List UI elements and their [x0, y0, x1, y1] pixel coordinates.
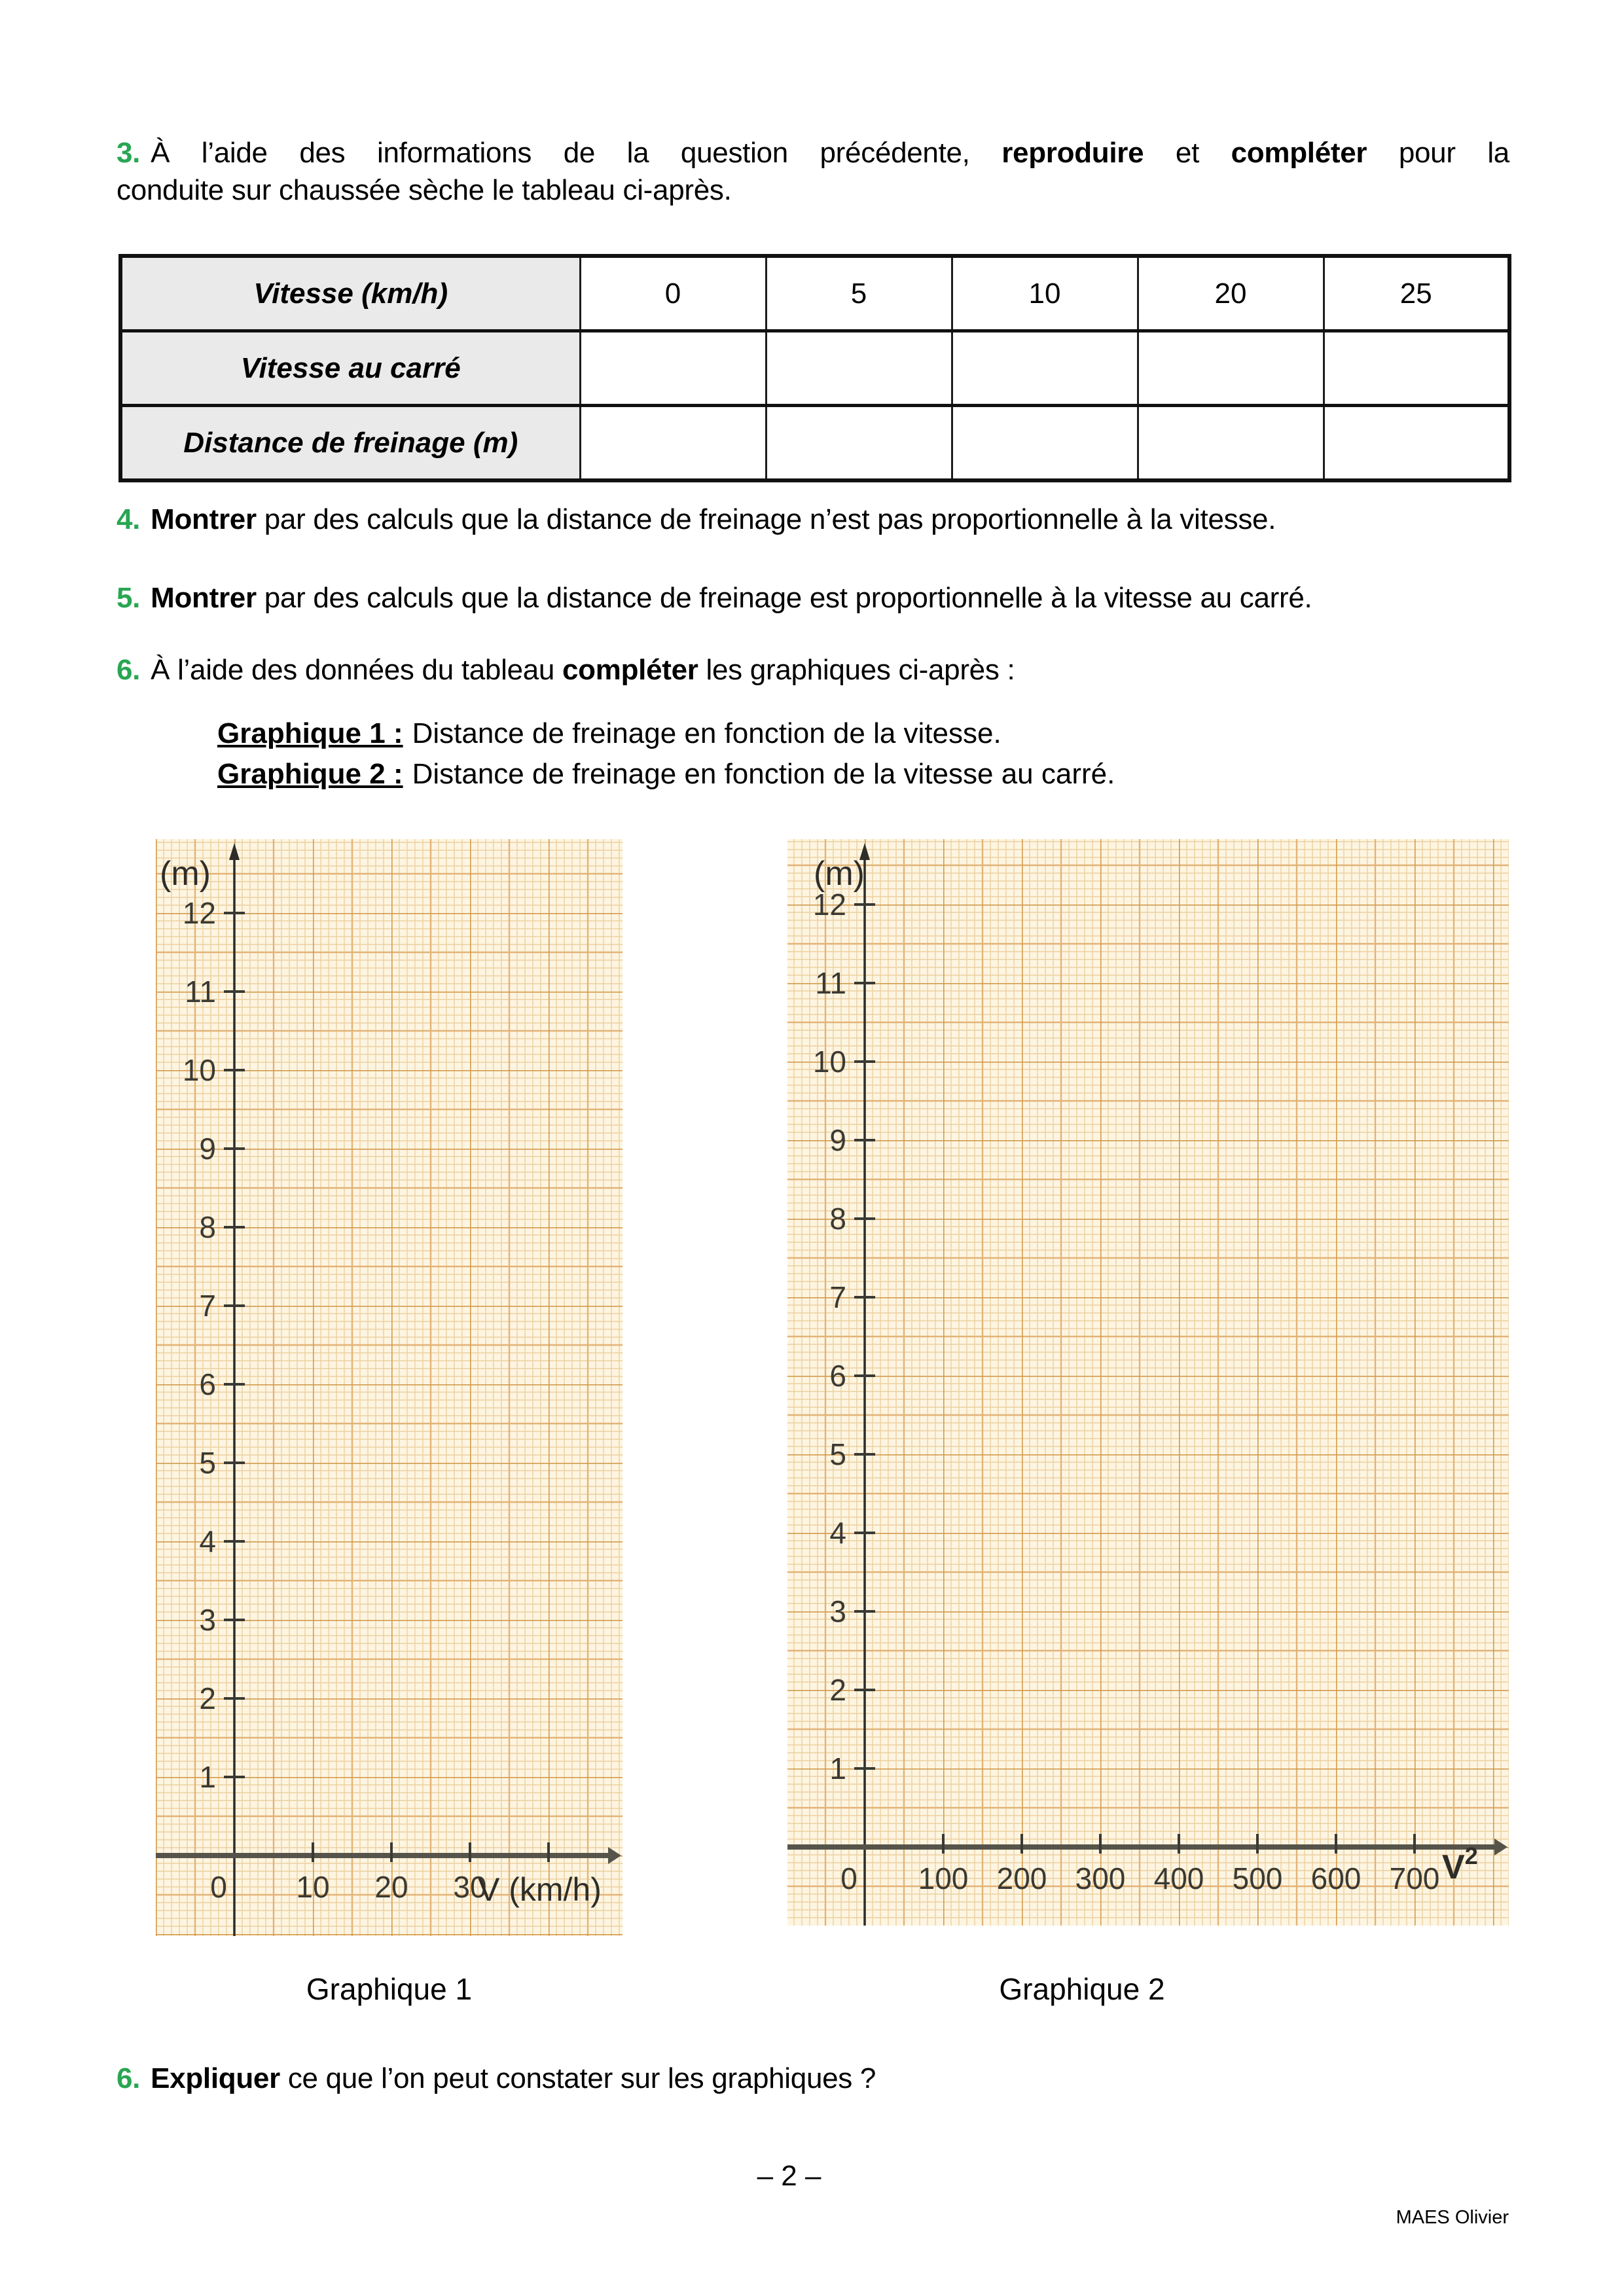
question-6-bottom-text: Expliquer ce que l’on peut constater sur les graphiques ? — [151, 2062, 876, 2094]
svg-text:11: 11 — [815, 966, 846, 1000]
svg-text:12: 12 — [182, 896, 216, 930]
svg-text:V2: $V^2$ — [1442, 1842, 1478, 1886]
table-row-braking-distance — [120, 406, 1509, 481]
svg-text:600: 600 — [1310, 1861, 1362, 1895]
svg-text:400: 400 — [1153, 1861, 1204, 1895]
graph1-caption: Graphique 1 — [306, 1972, 473, 2006]
question-3-text: À l’aide des informations de la question précédente, reproduire et compléter pour la — [151, 137, 1509, 169]
speed-squared-cell-0 — [580, 331, 766, 406]
braking-cell-1 — [766, 406, 952, 481]
speed-cell-2: 10 — [952, 256, 1138, 331]
svg-text:12: 12 — [812, 888, 846, 922]
graph2-reference-text: Distance de freinage en fonction de la vitesse au carré. — [412, 758, 1115, 790]
question-3-line1 — [117, 134, 1509, 171]
svg-text:5: 5 — [199, 1446, 216, 1480]
svg-text:5: 5 — [829, 1437, 846, 1471]
graph2-millimeter-grid — [787, 839, 1509, 1926]
row-header-braking-distance: Distance de freinage (m) — [120, 406, 580, 481]
graph1-reference — [217, 717, 1461, 750]
question-3-number: 3. — [117, 137, 141, 169]
row-header-speed: Vitesse (km/h) — [120, 256, 580, 331]
svg-text:(m): (m) — [160, 855, 211, 893]
svg-text:0: 0 — [840, 1861, 857, 1895]
graph2-reference-label: Graphique 2 : — [217, 758, 403, 790]
speed-cell-1: 5 — [766, 256, 952, 331]
svg-text:20: 20 — [374, 1870, 408, 1904]
question-4-number: 4. — [117, 503, 141, 535]
svg-text:2: 2 — [829, 1673, 846, 1707]
question-5-text: Montrer par des calculs que la distance de freinage est proportionnelle à la vitesse au carré. — [151, 582, 1312, 614]
svg-text:8: 8 — [199, 1210, 216, 1244]
speed-cell-0: 0 — [580, 256, 766, 331]
braking-cell-4 — [1324, 406, 1509, 481]
speed-braking-table — [118, 254, 1511, 482]
svg-text:8: 8 — [829, 1202, 846, 1236]
svg-text:7: 7 — [199, 1289, 216, 1323]
svg-text:9: 9 — [199, 1132, 216, 1166]
svg-text:10: 10 — [296, 1870, 330, 1904]
svg-text:11: 11 — [185, 975, 216, 1009]
question-6-text: À l’aide des données du tableau compléter les graphiques ci-après : — [151, 654, 1015, 686]
braking-cell-0 — [580, 406, 766, 481]
svg-text:3: 3 — [199, 1603, 216, 1637]
table-row-speed-squared — [120, 331, 1509, 406]
question-6-bottom — [117, 2060, 1509, 2097]
graph2-reference — [217, 758, 1461, 791]
graph2-canvas — [787, 839, 1509, 1926]
svg-text:1: 1 — [199, 1760, 216, 1794]
graph1-reference-text: Distance de freinage en fonction de la vitesse. — [412, 717, 1001, 749]
speed-cell-3: 20 — [1138, 256, 1324, 331]
svg-text:100: 100 — [918, 1861, 969, 1895]
speed-squared-cell-4 — [1324, 331, 1509, 406]
question-6-number: 6. — [117, 654, 141, 686]
graph1-reference-label: Graphique 1 : — [217, 717, 403, 749]
graph1-millimeter-grid — [156, 839, 623, 1936]
speed-squared-cell-1 — [766, 331, 952, 406]
svg-text:500: 500 — [1232, 1861, 1283, 1895]
svg-text:700: 700 — [1389, 1861, 1440, 1895]
question-4-text: Montrer par des calculs que la distance de freinage n’est pas proportionnelle à la vitesse. — [151, 503, 1276, 535]
row-header-speed-squared: Vitesse au carré — [120, 331, 580, 406]
page-number: – 2 – — [757, 2160, 821, 2192]
svg-text:4: 4 — [829, 1516, 846, 1550]
graph2-panel — [787, 839, 1509, 1926]
question-3 — [117, 134, 1509, 209]
svg-text:7: 7 — [829, 1280, 846, 1314]
question-6-bottom-number: 6. — [117, 2062, 141, 2094]
speed-squared-cell-2 — [952, 331, 1138, 406]
speed-squared-cell-3 — [1138, 331, 1324, 406]
braking-cell-3 — [1138, 406, 1324, 481]
question-3-line2: conduite sur chaussée sèche le tableau ci-après. — [117, 174, 732, 207]
svg-text:3: 3 — [829, 1594, 846, 1628]
question-6 — [117, 651, 1509, 689]
graph2-caption: Graphique 2 — [999, 1972, 1165, 2006]
question-4 — [117, 501, 1509, 538]
svg-text:4: 4 — [199, 1524, 216, 1558]
speed-cell-4: 25 — [1324, 256, 1509, 331]
svg-text:6: 6 — [829, 1359, 846, 1393]
graph1-panel — [156, 839, 623, 1936]
braking-cell-2 — [952, 406, 1138, 481]
graph1-canvas — [156, 839, 623, 1936]
svg-text:V (km/h): V (km/h) — [478, 1871, 602, 1908]
question-5-number: 5. — [117, 582, 141, 614]
table-row-speed — [120, 256, 1509, 331]
svg-text:9: 9 — [829, 1123, 846, 1157]
svg-text:30: 30 — [453, 1870, 487, 1904]
svg-text:6: 6 — [199, 1367, 216, 1401]
svg-text:2: 2 — [199, 1681, 216, 1715]
author-name: MAES Olivier — [1396, 2207, 1509, 2228]
svg-text:10: 10 — [812, 1045, 846, 1079]
svg-text:300: 300 — [1075, 1861, 1126, 1895]
svg-text:(m): (m) — [814, 855, 865, 893]
question-5 — [117, 579, 1509, 617]
svg-text:0: 0 — [210, 1870, 227, 1904]
svg-text:200: 200 — [996, 1861, 1047, 1895]
svg-text:10: 10 — [182, 1053, 216, 1087]
svg-text:1: 1 — [829, 1751, 846, 1785]
